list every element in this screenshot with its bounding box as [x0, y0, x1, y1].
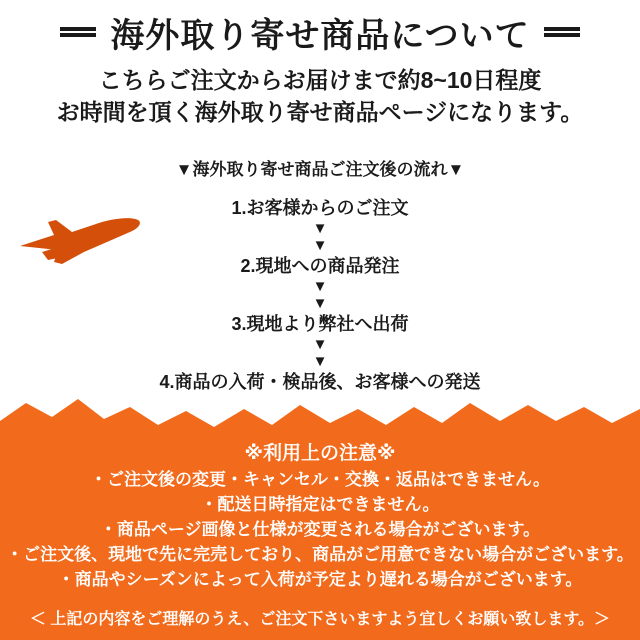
flow-step-2: 2.現地への商品発注 [240, 256, 400, 276]
down-arrow-icon: ▼ [312, 220, 328, 237]
down-arrow-icon: ▼ [312, 237, 328, 254]
flow-arrow-2 [0, 278, 640, 312]
lead-paragraph [0, 64, 640, 128]
notice-line-3: ・商品ページ画像と仕様が変更される場合がございます。 [99, 520, 541, 539]
down-arrow-icon: ▼ [312, 353, 328, 370]
down-arrow-icon: ▼ [312, 295, 328, 312]
header [0, 8, 640, 56]
page-title: 海外取り寄せ商品について [110, 16, 530, 55]
footer-text: ＜ 上記の内容をご理解のうえ、ご注文下さいますよう宜しくお願い致します。＞ [29, 611, 611, 628]
lead-line-2: お時間を頂く海外取り寄せ商品ページになります。 [56, 99, 584, 125]
header-rule-right [544, 27, 580, 37]
airplane-icon [18, 212, 143, 272]
notice-line-5: ・商品やシーズンによって入荷が予定より遅れる場合がございます。 [57, 570, 583, 589]
notice-line-2: ・配送日時指定はできません。 [200, 495, 440, 514]
flow-heading: ▼海外取り寄せ商品ご注文後の流れ▼ [175, 160, 465, 179]
notice-block [0, 441, 640, 592]
notice-line-4: ・ご注文後、現地で先に完売しており、商品がご用意できない場合がございます。 [6, 545, 634, 564]
lead-line-1: こちらご注文からお届けまで約8~10日程度 [98, 67, 542, 93]
header-rule-left [60, 27, 96, 37]
down-arrow-icon: ▼ [312, 278, 328, 295]
notice-line-1: ・ご注文後の変更・キャンセル・交換・返品はできません。 [89, 470, 551, 489]
flow-step-4: 4.商品の入荷・検品後、お客様への発送 [159, 372, 481, 392]
flow-arrow-3 [0, 336, 640, 370]
down-arrow-icon: ▼ [312, 336, 328, 353]
notice-title: ※利用上の注意※ [244, 443, 396, 464]
flow-step-1: 1.お客様からのご注文 [231, 198, 409, 218]
flow-step-3: 3.現地より弊社へ出荷 [231, 314, 409, 334]
